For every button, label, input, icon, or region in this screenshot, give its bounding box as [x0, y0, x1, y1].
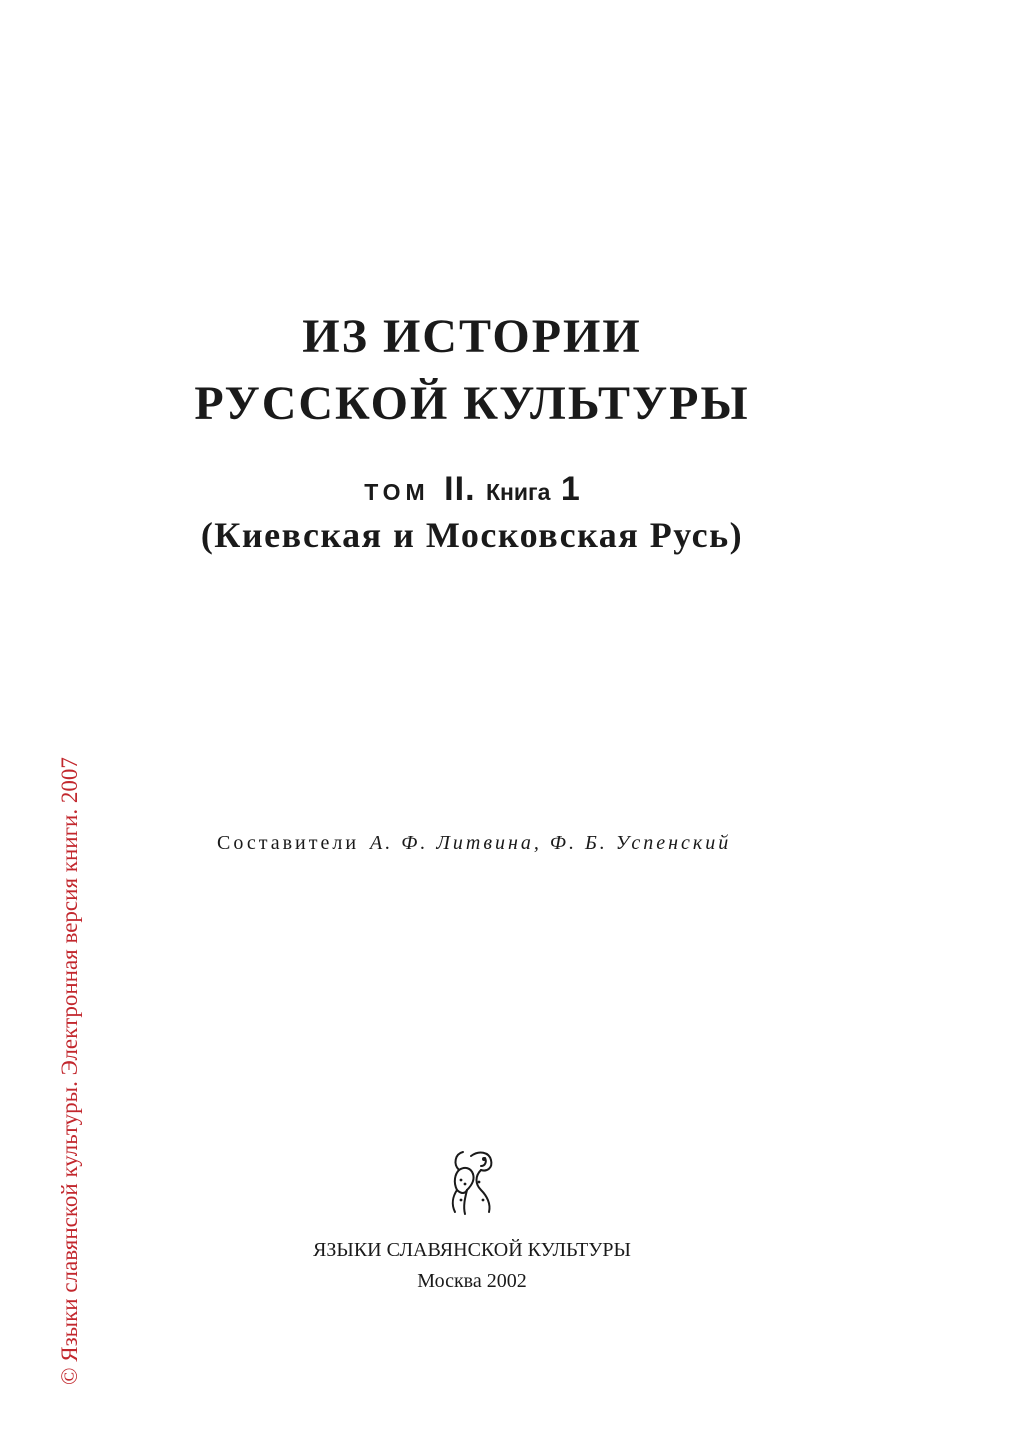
- compilers-names: А. Ф. Литвина, Ф. Б. Успенский: [370, 832, 732, 854]
- copyright-notice: © Языки славянской культуры. Электронная версия книги. 2007: [57, 757, 82, 1385]
- compilers-label: Составители: [217, 832, 360, 854]
- volume-number: II.: [444, 470, 476, 508]
- compilers-line: [217, 833, 731, 853]
- volume-tom-label: ТОМ: [364, 479, 430, 505]
- book-title-line-2: РУССКОЙ КУЛЬТУРЫ: [194, 377, 750, 430]
- book-subtitle: (Киевская и Московская Русь): [200, 515, 744, 555]
- publisher-emblem-icon: [441, 1146, 503, 1218]
- book-label: Книга: [485, 479, 551, 505]
- book-title-line-1: ИЗ ИСТОРИИ: [302, 310, 642, 363]
- volume-line: [0, 472, 944, 506]
- book-number: 1: [560, 470, 580, 508]
- publisher-name: ЯЗЫКИ СЛАВЯНСКОЙ КУЛЬТУРЫ: [313, 1239, 631, 1261]
- publication-place-year: Москва 2002: [417, 1270, 527, 1292]
